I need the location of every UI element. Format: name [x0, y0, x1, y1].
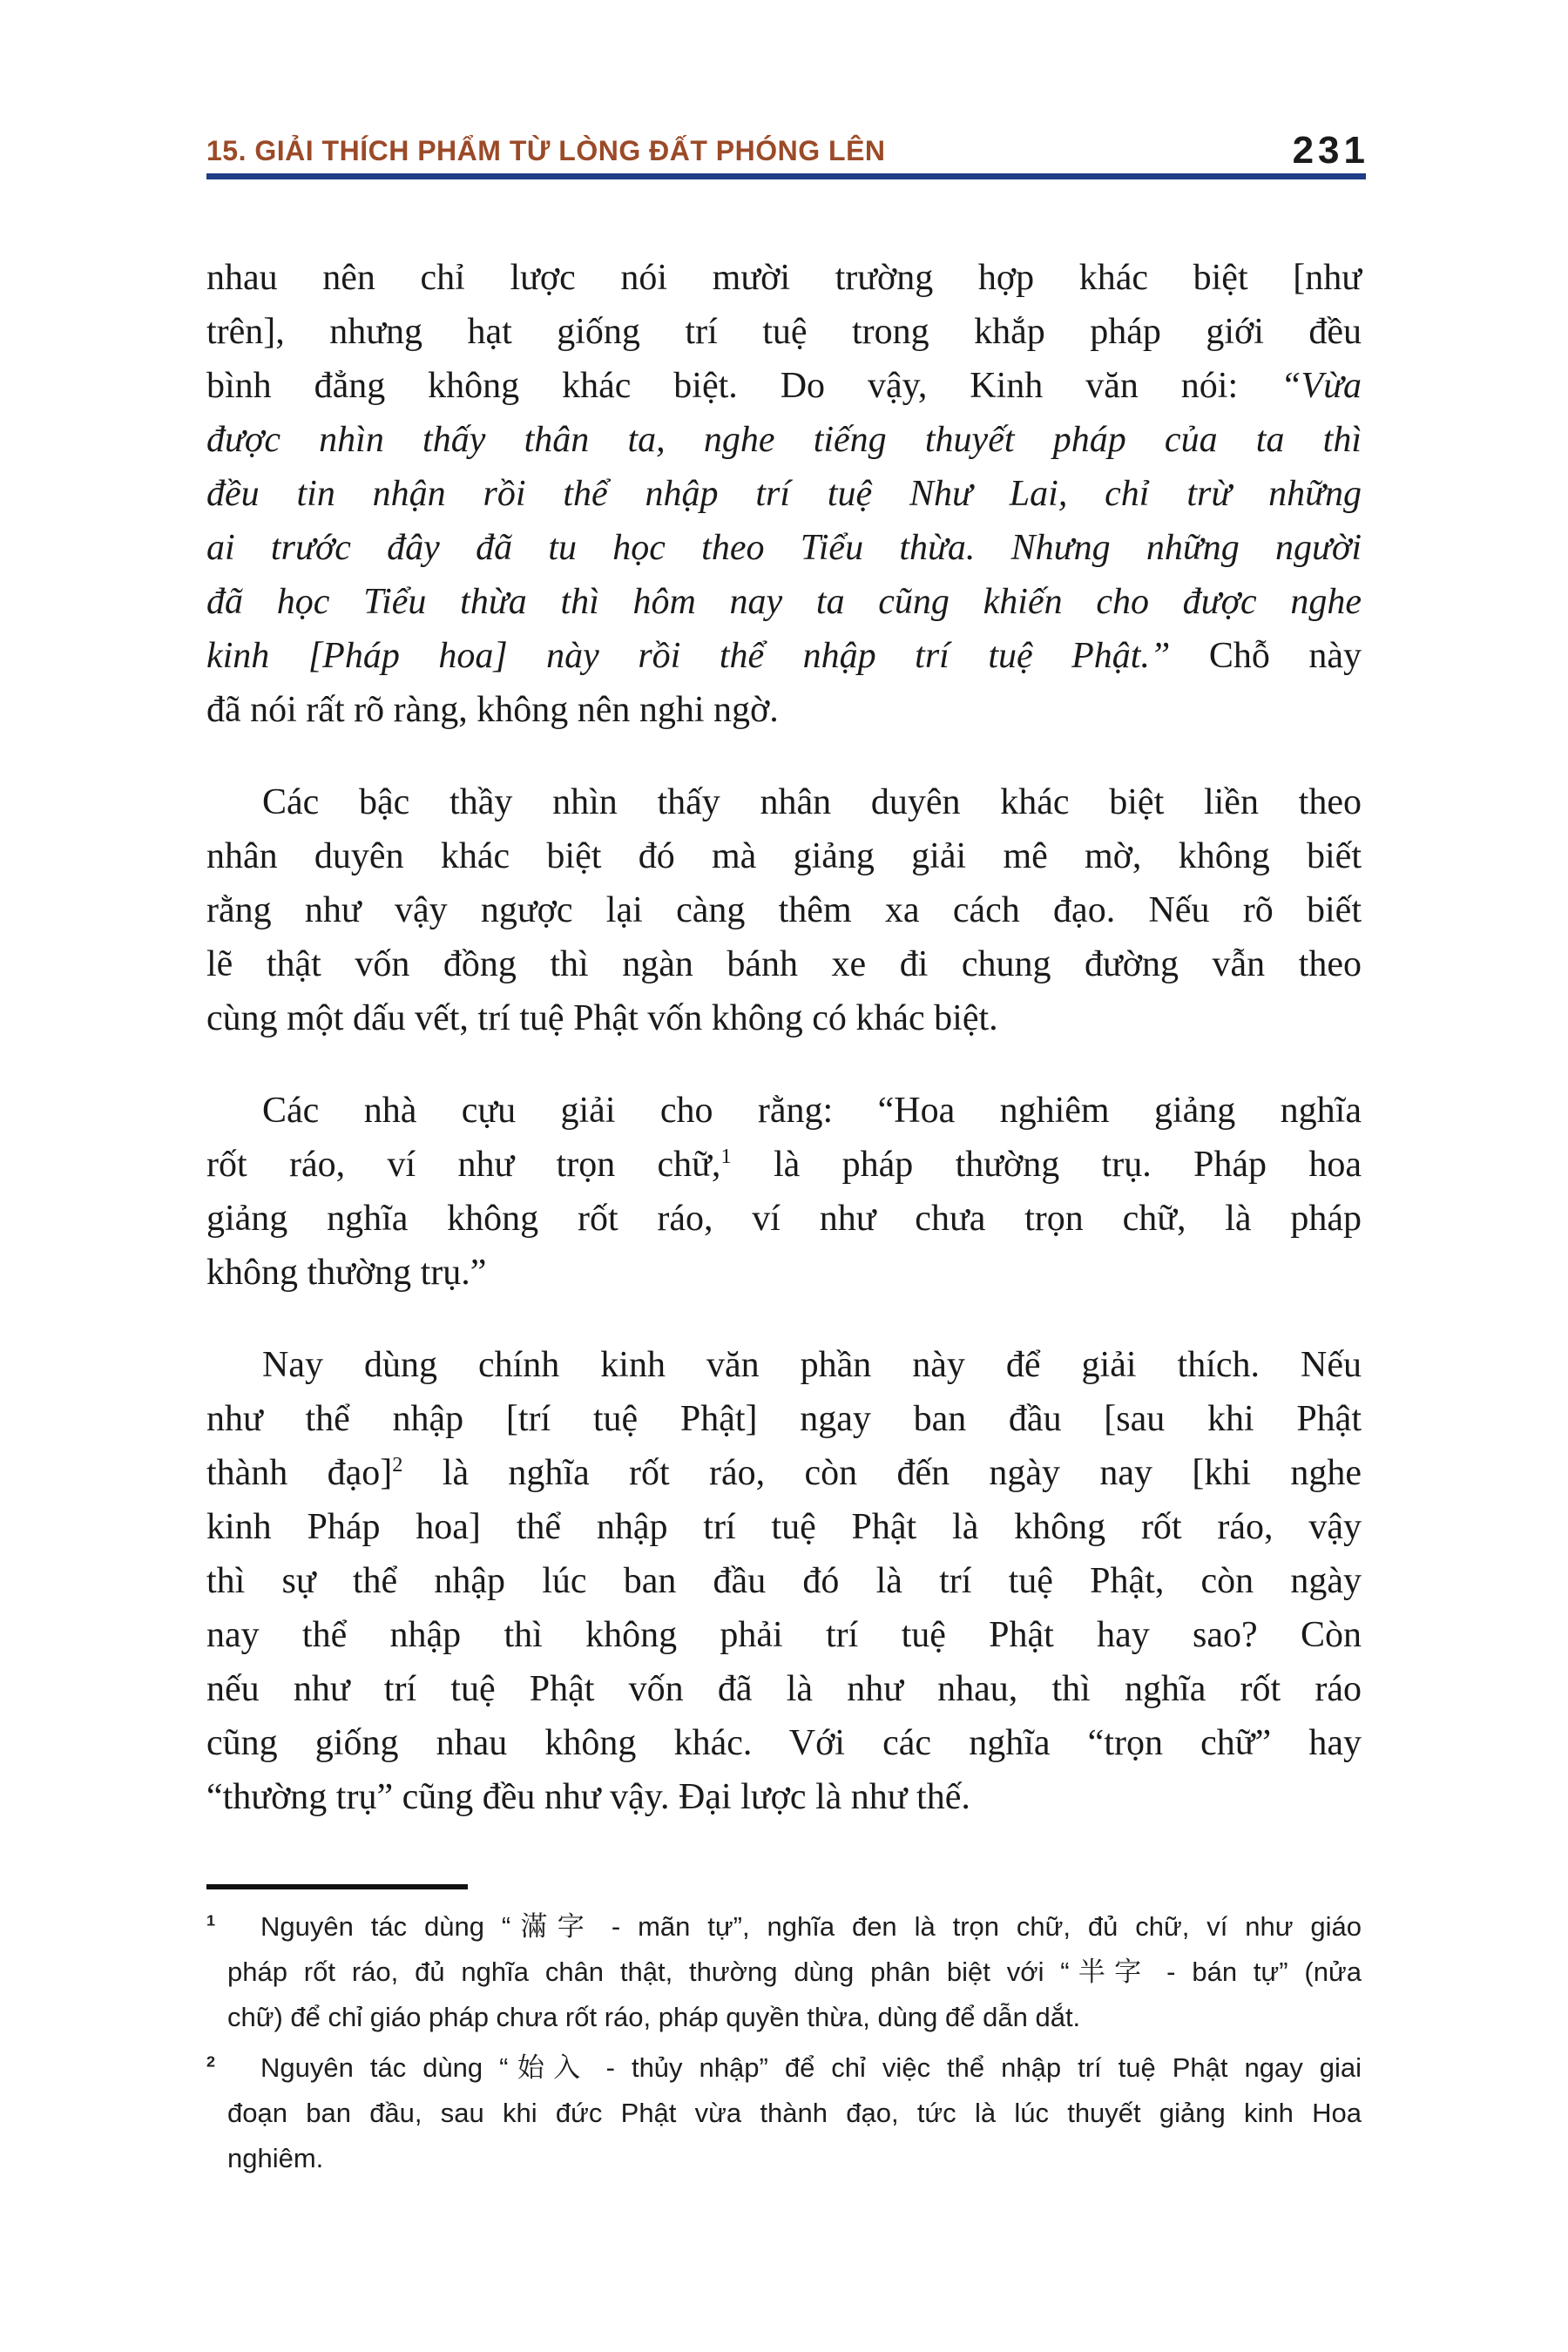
- text-line: [206, 359, 1362, 413]
- text-segment: không thường trụ.”: [206, 1253, 487, 1293]
- text-line: [206, 1084, 1362, 1138]
- text-segment: kinh [Pháp hoa] này rồi thể nhập trí tuệ Phật.”: [206, 636, 1171, 676]
- footnote-line: [206, 2136, 1362, 2181]
- paragraph: [206, 1084, 1362, 1300]
- footnote-line: [206, 2045, 1362, 2091]
- paragraph: [206, 775, 1362, 1045]
- text-line: [206, 1446, 1362, 1500]
- text-line: [206, 1554, 1362, 1608]
- body-text: [206, 251, 1362, 1824]
- text-segment: như thể nhập [trí tuệ Phật] ngay ban đầu [sau khi Phật: [206, 1399, 1362, 1439]
- text-line: [206, 1500, 1362, 1554]
- text-segment: Nay dùng chính kinh văn phần này để giải thích. Nếu: [262, 1345, 1362, 1385]
- text-segment: “thường trụ” cũng đều như vậy. Đại lược là như thế.: [206, 1777, 970, 1817]
- footnote-reference: 1: [720, 1145, 732, 1168]
- text-segment: được nhìn thấy thân ta, nghe tiếng thuyết pháp của ta thì: [206, 420, 1362, 460]
- text-line: [206, 883, 1362, 937]
- running-header: [206, 125, 1369, 172]
- text-line: [206, 413, 1362, 467]
- text-segment: là pháp thường trụ. Pháp hoa: [731, 1145, 1362, 1185]
- text-segment: là nghĩa rốt ráo, còn đến ngày nay [khi nghe: [402, 1453, 1362, 1493]
- text-segment: rằng như vậy ngược lại càng thêm xa cách đạo. Nếu rõ biết: [206, 890, 1362, 930]
- text-line: [206, 829, 1362, 883]
- footnote-text: chữ) để chỉ giáo pháp chưa rốt ráo, pháp quyền thừa, dùng để dẫn dắt.: [227, 2002, 1081, 2032]
- text-segment: nhân duyên khác biệt đó mà giảng giải mê mờ, không biết: [206, 836, 1362, 876]
- text-segment: đã nói rất rõ ràng, không nên nghi ngờ.: [206, 690, 779, 730]
- text-line: [206, 251, 1362, 305]
- footnote-text: nghiêm.: [227, 2143, 324, 2173]
- text-line: [206, 1338, 1362, 1392]
- text-line: [206, 1246, 1362, 1300]
- text-line: [206, 1138, 1362, 1192]
- footnote-text: Nguyên tác dùng “始入 - thủy nhập” để chỉ việc thể nhập trí tuệ Phật ngay giai: [260, 2052, 1362, 2083]
- text-line: [206, 575, 1362, 629]
- chapter-title: 15. GIẢI THÍCH PHẨM TỪ LÒNG ĐẤT PHÓNG LÊN: [206, 135, 886, 166]
- text-segment: ai trước đây đã tu học theo Tiểu thừa. Nhưng những người: [206, 528, 1362, 568]
- footnote: [206, 1904, 1362, 2040]
- text-segment: Các nhà cựu giải cho rằng: “Hoa nghiêm giảng nghĩa: [262, 1091, 1362, 1131]
- footnotes: [206, 1904, 1362, 2181]
- text-segment: bình đẳng không khác biệt. Do vậy, Kinh văn nói:: [206, 366, 1281, 406]
- text-segment: đều tin nhận rồi thể nhập trí tuệ Như Lai, chỉ trừ những: [206, 474, 1362, 514]
- text-segment: thì sự thể nhập lúc ban đầu đó là trí tuệ Phật, còn ngày: [206, 1561, 1362, 1601]
- footnote-line: [206, 2091, 1362, 2136]
- text-segment: nay thể nhập thì không phải trí tuệ Phật hay sao? Còn: [206, 1615, 1362, 1655]
- text-segment: rốt ráo, ví như trọn chữ,: [206, 1145, 721, 1185]
- paragraph: [206, 251, 1362, 737]
- text-segment: nếu như trí tuệ Phật vốn đã là như nhau, thì nghĩa rốt ráo: [206, 1669, 1362, 1709]
- text-line: [206, 305, 1362, 359]
- text-line: [206, 683, 1362, 737]
- text-segment: trên], nhưng hạt giống trí tuệ trong khắp pháp giới đều: [206, 312, 1362, 352]
- text-line: [206, 629, 1362, 683]
- footnote-text: Nguyên tác dùng “滿字 - mãn tự”, nghĩa đen là trọn chữ, đủ chữ, ví như giáo: [260, 1911, 1362, 1942]
- footnote-line: [206, 1995, 1362, 2040]
- text-line: [206, 775, 1362, 829]
- text-line: [206, 937, 1362, 991]
- footnote-line: [206, 1950, 1362, 1995]
- text-line: [206, 1662, 1362, 1716]
- footnote-reference: 2: [392, 1453, 403, 1477]
- text-segment: “Vừa: [1281, 366, 1362, 406]
- text-segment: nhau nên chỉ lược nói mười trường hợp khác biệt [như: [206, 258, 1362, 298]
- footnote-text: đoạn ban đầu, sau khi đức Phật vừa thành đạo, tức là lúc thuyết giảng kinh Hoa: [227, 2098, 1362, 2128]
- text-line: [206, 1392, 1362, 1446]
- text-segment: lẽ thật vốn đồng thì ngàn bánh xe đi chung đường vẫn theo: [206, 944, 1362, 984]
- text-segment: kinh Pháp hoa] thể nhập trí tuệ Phật là không rốt ráo, vậy: [206, 1507, 1362, 1547]
- footnote-marker: 2: [206, 2052, 215, 2071]
- footnote-line: [206, 1904, 1362, 1950]
- text-line: [206, 521, 1362, 575]
- text-line: [206, 991, 1362, 1045]
- text-segment: cũng giống nhau không khác. Với các nghĩa “trọn chữ” hay: [206, 1723, 1362, 1763]
- text-line: [206, 1716, 1362, 1770]
- text-segment: Các bậc thầy nhìn thấy nhân duyên khác biệt liền theo: [262, 782, 1362, 822]
- footnote: [206, 2045, 1362, 2181]
- text-segment: giảng nghĩa không rốt ráo, ví như chưa trọn chữ, là pháp: [206, 1199, 1362, 1239]
- text-line: [206, 1192, 1362, 1246]
- header-rule: [206, 173, 1366, 179]
- text-segment: đã học Tiểu thừa thì hôm nay ta cũng khiến cho được nghe: [206, 582, 1362, 622]
- footnote-separator: [206, 1884, 468, 1889]
- text-segment: thành đạo]: [206, 1453, 393, 1493]
- footnote-marker: 1: [206, 1911, 215, 1930]
- text-line: [206, 1770, 1362, 1824]
- text-segment: cùng một dấu vết, trí tuệ Phật vốn không có khác biệt.: [206, 998, 998, 1038]
- page-number: 231: [1292, 129, 1369, 172]
- footnote-text: pháp rốt ráo, đủ nghĩa chân thật, thường dùng phân biệt với “半字 - bán tự” (nửa: [227, 1957, 1362, 1987]
- text-line: [206, 467, 1362, 521]
- text-line: [206, 1608, 1362, 1662]
- paragraph: [206, 1338, 1362, 1824]
- text-segment: Chỗ này: [1170, 636, 1362, 676]
